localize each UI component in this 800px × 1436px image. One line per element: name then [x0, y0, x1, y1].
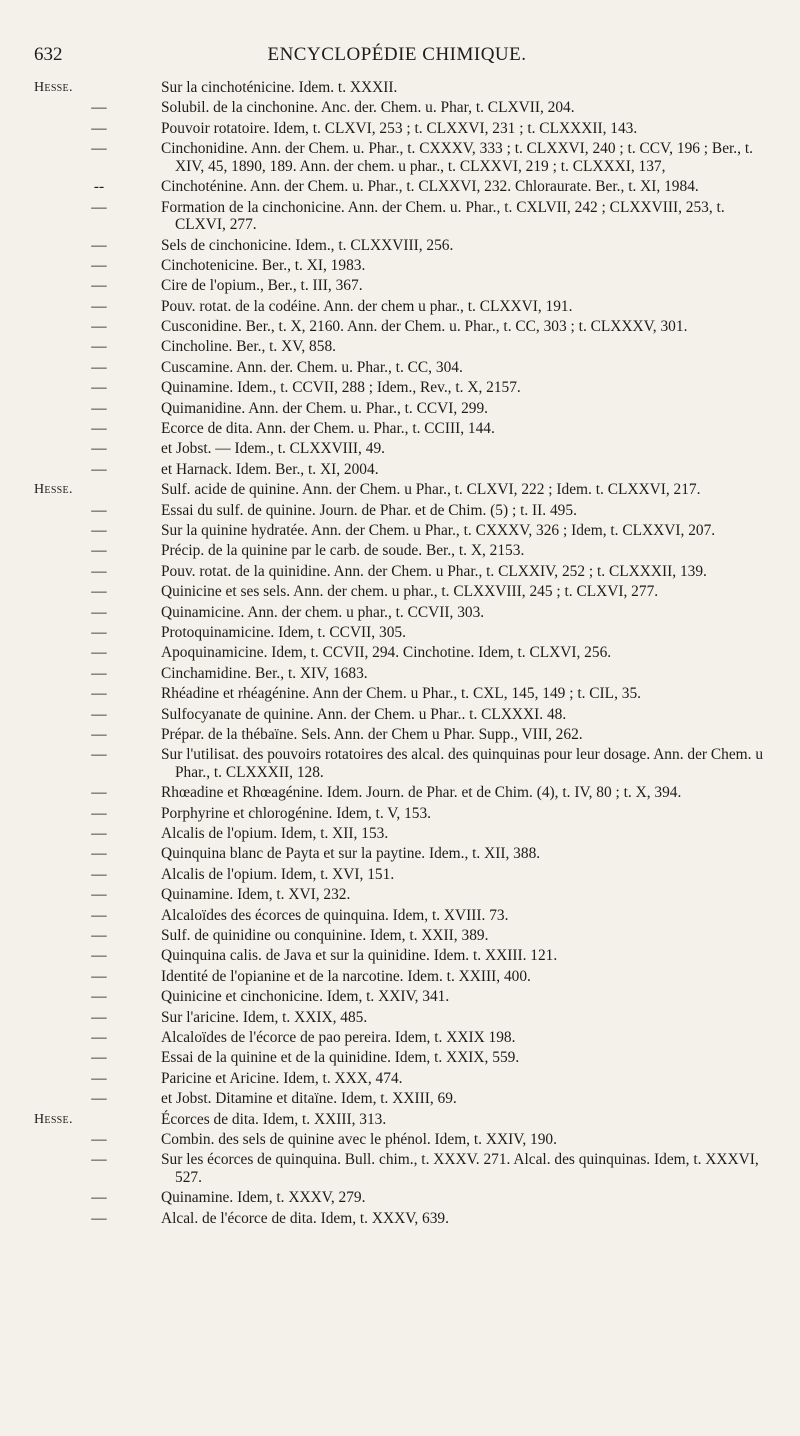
- bibliography-entry: [0, 277, 800, 295]
- bibliography-entry: [0, 178, 800, 196]
- entry-text: Alcalis de l'opium. Idem, t. XVI, 151.: [161, 865, 395, 883]
- entry-text: Alcalis de l'opium. Idem, t. XII, 153.: [161, 825, 389, 843]
- entry-text: Sur la cinchoténicine. Idem. t. XXXII.: [161, 79, 398, 96]
- bibliography-entry: [0, 706, 800, 724]
- entry-text: Identité de l'opianine et de la narcotine. Idem. t. XXIII, 400.: [161, 967, 531, 985]
- ditto-dash: —: [91, 947, 107, 965]
- ditto-dash: —: [91, 1151, 107, 1169]
- ditto-dash: —: [91, 318, 107, 336]
- bibliography-entry: [0, 685, 800, 703]
- bibliography-entry: [0, 665, 800, 683]
- ditto-dash: —: [91, 1209, 107, 1227]
- bibliography-entry: [0, 502, 800, 520]
- ditto-dash: —: [91, 988, 107, 1006]
- entry-text: Apoquinamicine. Idem, t. CCVII, 294. Cinchotine. Idem, t. CLXVI, 256.: [161, 644, 612, 662]
- bibliography-entry: [0, 1009, 800, 1027]
- ditto-dash: —: [91, 1069, 107, 1087]
- entry-text: Alcaloïdes des écorces de quinquina. Idem, t. XVIII. 73.: [161, 906, 509, 924]
- ditto-dash: —: [91, 825, 107, 843]
- ditto-dash: —: [91, 623, 107, 641]
- ditto-dash: —: [91, 644, 107, 662]
- bibliography-entry: [0, 563, 800, 581]
- bibliography-entry: [0, 866, 800, 884]
- ditto-dash: —: [91, 1130, 107, 1148]
- entry-author: Hesse.: [34, 1111, 73, 1127]
- ditto-dash: —: [91, 927, 107, 945]
- bibliography-entry: [0, 907, 800, 925]
- bibliography-entry: [0, 624, 800, 642]
- ditto-dash: —: [91, 664, 107, 682]
- ditto-dash: —: [91, 865, 107, 883]
- entry-text: et Harnack. Idem. Ber., t. XI, 2004.: [161, 460, 379, 478]
- entry-text: Précip. de la quinine par le carb. de soude. Ber., t. X, 2153.: [161, 542, 525, 560]
- entry-text: Sulf. acide de quinine. Ann. der Chem. u Phar., t. CLXVI, 222 ; Idem. t. CLXXVI, 217.: [161, 481, 701, 499]
- bibliography-entry: [0, 522, 800, 540]
- bibliography-entry: [0, 1210, 800, 1228]
- bibliography-entry: [0, 481, 800, 499]
- entry-text: Rhœadine et Rhœagénine. Idem. Journ. de Phar. et de Chim. (4), t. IV, 80 ; t. X, 394.: [161, 784, 682, 802]
- ditto-dash: —: [91, 277, 107, 295]
- bibliography-entry: [0, 1029, 800, 1047]
- bibliography-entry: [0, 298, 800, 316]
- bibliography-entry: [0, 1151, 800, 1186]
- bibliography-entry: [0, 318, 800, 336]
- entry-text: Sur l'aricine. Idem, t. XXIX, 485.: [161, 1008, 368, 1026]
- ditto-dash: —: [91, 379, 107, 397]
- ditto-dash: —: [91, 297, 107, 315]
- entry-text: et Jobst. Ditamine et ditaïne. Idem, t. XXIII, 69.: [161, 1090, 457, 1108]
- entry-text: Essai du sulf. de quinine. Journ. de Phar. et de Chim. (5) ; t. II. 495.: [161, 501, 577, 519]
- bibliography-entry: [0, 199, 800, 234]
- entry-text: Quinicine et cinchonicine. Idem, t. XXIV, 341.: [161, 988, 450, 1006]
- ditto-dash: —: [91, 338, 107, 356]
- entry-text: Pouv. rotat. de la codéine. Ann. der chem u phar., t. CLXXVI, 191.: [161, 297, 573, 315]
- ditto-dash: —: [91, 845, 107, 863]
- ditto-dash: —: [91, 1049, 107, 1067]
- page-number: 632: [34, 44, 63, 65]
- ditto-dash: —: [91, 501, 107, 519]
- bibliography-entry: [0, 1049, 800, 1067]
- ditto-dash: —: [91, 256, 107, 274]
- bibliography-entry: [0, 120, 800, 138]
- bibliography-entry: [0, 927, 800, 945]
- entry-text: Alcaloïdes de l'écorce de pao pereira. Idem, t. XXIX 198.: [161, 1028, 516, 1046]
- entry-text: Sur l'utilisat. des pouvoirs rotatoires des alcal. des quinquinas pour leur dosage. Ann. der Chem. u Phar., t. CLXXXII, 128.: [161, 746, 764, 781]
- entry-text: Porphyrine et chlorogénine. Idem, t. V, 153.: [161, 804, 432, 822]
- ditto-dash: —: [91, 1189, 107, 1207]
- ditto-dash: --: [93, 178, 105, 196]
- entry-text: Protoquinamicine. Idem, t. CCVII, 305.: [161, 623, 406, 641]
- ditto-dash: —: [91, 236, 107, 254]
- bibliography-entry: [0, 1090, 800, 1108]
- ditto-dash: —: [91, 967, 107, 985]
- ditto-dash: —: [91, 522, 107, 539]
- page-header: [34, 44, 760, 68]
- bibliography-entry: [0, 140, 800, 175]
- bibliography-entry: [0, 400, 800, 418]
- entry-text: Formation de la cinchonicine. Ann. der Chem. u. Phar., t. CXLVII, 242 ; CLXXVIII, 253, t. CLXVI, 277.: [161, 198, 725, 234]
- ditto-dash: —: [91, 1090, 107, 1108]
- entry-text: Pouvoir rotatoire. Idem, t. CLXVI, 253 ; t. CLXXVI, 231 ; t. CLXXXII, 143.: [161, 119, 638, 137]
- entry-text: Cuscamine. Ann. der. Chem. u. Phar., t. CC, 304.: [161, 358, 463, 376]
- ditto-dash: —: [91, 1008, 107, 1026]
- entry-text: Ecorce de dita. Ann. der Chem. u. Phar., t. CCIII, 144.: [161, 420, 495, 438]
- bibliography-entry: [0, 99, 800, 117]
- ditto-dash: —: [91, 886, 107, 904]
- bibliography-entry: [0, 968, 800, 986]
- entry-text: Cire de l'opium., Ber., t. III, 367.: [161, 277, 363, 295]
- bibliography-entry: [0, 1131, 800, 1149]
- entry-text: Cinchotenicine. Ber., t. XI, 1983.: [161, 256, 366, 274]
- bibliography-entry: [0, 583, 800, 601]
- entry-author: Hesse.: [34, 482, 73, 498]
- bibliography-entry: [0, 805, 800, 823]
- bibliography-entry: [0, 845, 800, 863]
- ditto-dash: —: [91, 1028, 107, 1046]
- bibliography-entry: [0, 359, 800, 377]
- entry-text: Prépar. de la thébaïne. Sels. Ann. der Chem u Phar. Supp., VIII, 262.: [161, 725, 583, 743]
- entry-text: Essai de la quinine et de la quinidine. Idem, t. XXIX, 559.: [161, 1049, 520, 1067]
- bibliography-entry: [0, 237, 800, 255]
- bibliography-list: [0, 79, 800, 1230]
- entry-text: Sur la quinine hydratée. Ann. der Chem. u Phar., t. CXXXV, 326 ; Idem, t. CLXXVI, 207.: [161, 522, 716, 539]
- ditto-dash: —: [91, 198, 107, 216]
- entry-text: Rhéadine et rhéagénine. Ann der Chem. u Phar., t. CXL, 145, 149 ; t. CIL, 35.: [161, 685, 642, 703]
- ditto-dash: —: [91, 746, 107, 764]
- ditto-dash: —: [91, 140, 107, 158]
- entry-text: Cincholine. Ber., t. XV, 858.: [161, 338, 336, 356]
- bibliography-entry: [0, 257, 800, 275]
- entry-text: Cusconidine. Ber., t. X, 2160. Ann. der Chem. u. Phar., t. CC, 303 ; t. CLXXXV, 301.: [161, 318, 688, 336]
- ditto-dash: —: [91, 784, 107, 802]
- entry-text: Pouv. rotat. de la quinidine. Ann. der Chem. u Phar., t. CLXXIV, 252 ; t. CLXXXII, 139.: [161, 562, 707, 580]
- entry-text: et Jobst. — Idem., t. CLXXVIII, 49.: [161, 440, 385, 458]
- entry-text: Quinicine et ses sels. Ann. der chem. u phar., t. CLXXVIII, 245 ; t. CLXVI, 277.: [161, 583, 659, 601]
- ditto-dash: —: [91, 460, 107, 478]
- entry-text: Sulf. de quinidine ou conquinine. Idem, t. XXII, 389.: [161, 927, 489, 945]
- ditto-dash: —: [91, 705, 107, 723]
- bibliography-entry: [0, 1189, 800, 1207]
- entry-text: Quinquina blanc de Payta et sur la paytine. Idem., t. XII, 388.: [161, 845, 541, 863]
- entry-text: Écorces de dita. Idem, t. XXIII, 313.: [161, 1110, 387, 1128]
- entry-text: Sels de cinchonicine. Idem., t. CLXXVIII, 256.: [161, 236, 454, 254]
- bibliography-entry: [0, 746, 800, 781]
- ditto-dash: —: [91, 906, 107, 924]
- entry-text: Quinamine. Idem, t. XXXV, 279.: [161, 1189, 366, 1207]
- entry-text: Quinamine. Idem., t. CCVII, 288 ; Idem., Rev., t. X, 2157.: [161, 379, 521, 397]
- bibliography-entry: [0, 79, 800, 97]
- entry-text: Quinamicine. Ann. der chem. u phar., t. CCVII, 303.: [161, 603, 485, 621]
- bibliography-entry: [0, 604, 800, 622]
- bibliography-entry: [0, 420, 800, 438]
- ditto-dash: —: [91, 119, 107, 137]
- bibliography-entry: [0, 338, 800, 356]
- entry-text: Paricine et Aricine. Idem, t. XXX, 474.: [161, 1069, 403, 1087]
- entry-text: Cinchamidine. Ber., t. XIV, 1683.: [161, 664, 368, 682]
- ditto-dash: —: [91, 685, 107, 703]
- ditto-dash: —: [91, 603, 107, 621]
- bibliography-entry: [0, 644, 800, 662]
- ditto-dash: —: [91, 399, 107, 417]
- entry-text: Alcal. de l'écorce de dita. Idem, t. XXXV, 639.: [161, 1209, 449, 1227]
- entry-text: Solubil. de la cinchonine. Anc. der. Chem. u. Phar, t. CLXVII, 204.: [161, 99, 575, 117]
- entry-text: Cinchoténine. Ann. der Chem. u. Phar., t. CLXXVI, 232. Chloraurate. Ber., t. XI, 1984.: [161, 178, 699, 196]
- entry-text: Sur les écorces de quinquina. Bull. chim., t. XXXV. 271. Alcal. des quinquinas. Idem, t. XXXVI, 527.: [161, 1151, 759, 1186]
- bibliography-entry: [0, 784, 800, 802]
- bibliography-entry: [0, 379, 800, 397]
- ditto-dash: —: [91, 420, 107, 438]
- running-title: ENCYCLOPÉDIE CHIMIQUE.: [267, 44, 527, 65]
- entry-text: Combin. des sels de quinine avec le phénol. Idem, t. XXIV, 190.: [161, 1130, 557, 1148]
- entry-text: Sulfocyanate de quinine. Ann. der Chem. u Phar.. t. CLXXXI. 48.: [161, 705, 567, 723]
- bibliography-entry: [0, 542, 800, 560]
- entry-text: Quinquina calis. de Java et sur la quinidine. Idem. t. XXIII. 121.: [161, 947, 558, 965]
- ditto-dash: —: [91, 562, 107, 580]
- bibliography-entry: [0, 1111, 800, 1129]
- ditto-dash: —: [91, 358, 107, 376]
- ditto-dash: —: [91, 542, 107, 560]
- bibliography-entry: [0, 825, 800, 843]
- entry-text: Cinchonidine. Ann. der Chem. u. Phar., t. CXXXV, 333 ; t. CLXXVI, 240 ; t. CCV, 196 ; Ber., t. XIV, 45, 1890, 189. Ann. der chem. u phar., t. CLXXVI, 219 ; t. CLXXXI, 137,: [161, 140, 753, 175]
- bibliography-entry: [0, 726, 800, 744]
- ditto-dash: —: [91, 440, 107, 458]
- entry-text: Quimanidine. Ann. der Chem. u. Phar., t. CCVI, 299.: [161, 399, 489, 417]
- ditto-dash: —: [91, 99, 107, 117]
- entry-author: Hesse.: [34, 80, 73, 95]
- ditto-dash: —: [91, 804, 107, 822]
- ditto-dash: —: [91, 725, 107, 743]
- bibliography-entry: [0, 886, 800, 904]
- entry-text: Quinamine. Idem, t. XVI, 232.: [161, 886, 351, 904]
- bibliography-entry: [0, 988, 800, 1006]
- bibliography-entry: [0, 947, 800, 965]
- bibliography-entry: [0, 440, 800, 458]
- bibliography-entry: [0, 461, 800, 479]
- ditto-dash: —: [91, 583, 107, 601]
- bibliography-entry: [0, 1070, 800, 1088]
